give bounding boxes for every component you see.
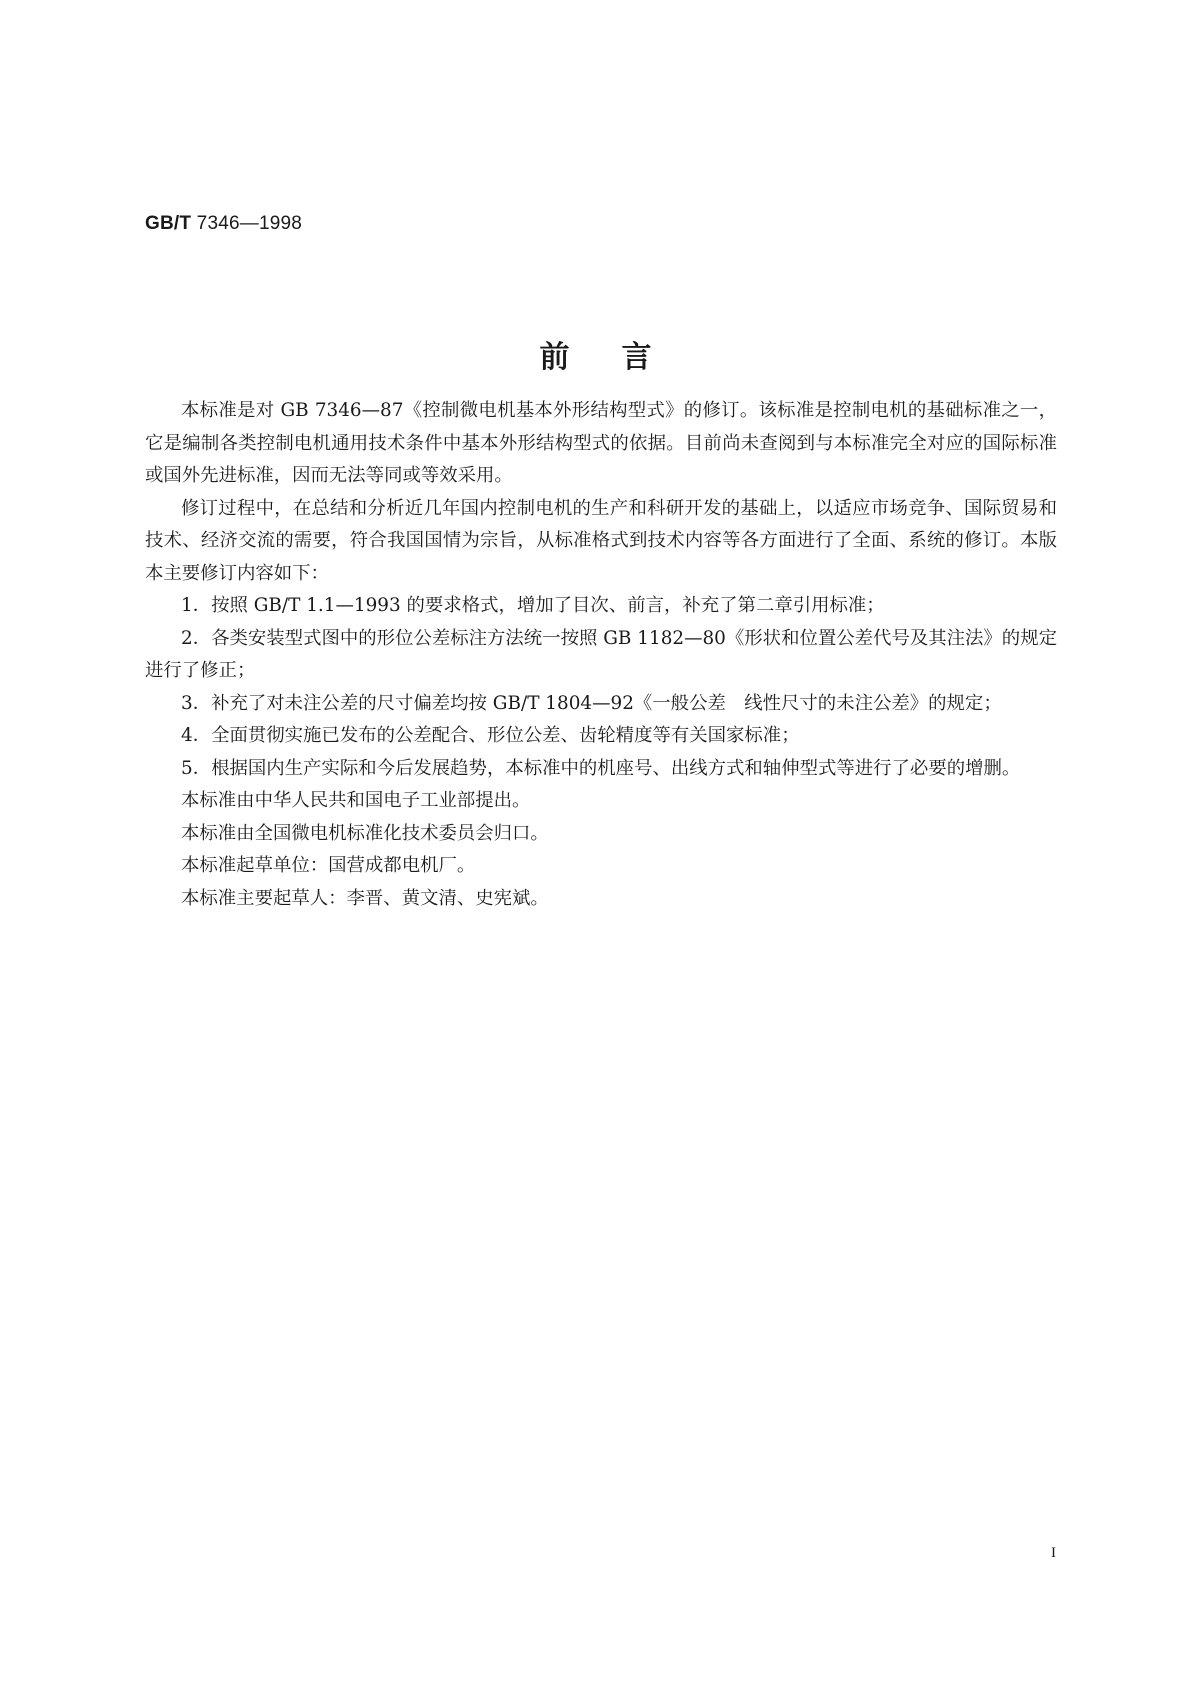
standard-prefix: GB/T [145,213,192,234]
list-item: 2．各类安装型式图中的形位公差标注方法统一按照 GB 1182—80《形状和位置公差代号及其注法》的规定进行了修正； [145,627,1057,681]
page-title: 前言 [539,340,704,375]
paragraph: 本标准是对 GB 7346—87《控制微电机基本外形结构型式》的修订。该标准是控制电机的基础标准之一，它是编制各类控制电机通用技术条件中基本外形结构型式的依据。目前尚未查阅到与本标准完全对应的国际标准或国外先进标准，因而无法等同或等效采用。 [145,400,1057,486]
paragraph: 本标准由中华人民共和国电子工业部提出。 [181,790,531,811]
page-number: I [1051,1545,1056,1561]
list-item: 1．按照 GB/T 1.1—1993 的要求格式，增加了目次、前言，补充了第二章引用标准； [181,595,885,616]
list-item: 4．全面贯彻实施已发布的公差配合、形位公差、齿轮精度等有关国家标准； [181,725,800,746]
paragraph: 本标准主要起草人：李晋、黄文清、史宪斌。 [181,887,549,909]
standard-code [145,213,302,235]
list-item: 5．根据国内生产实际和今后发展趋势，本标准中的机座号、出线方式和轴伸型式等进行了必要的增删。 [181,757,1021,779]
paragraph: 本标准起草单位：国营成都电机厂。 [181,855,476,876]
paragraph: 本标准由全国微电机标准化技术委员会归口。 [181,822,549,844]
standard-number: 7346—1998 [196,213,303,234]
paragraph: 修订过程中，在总结和分析近几年国内控制电机的生产和科研开发的基础上，以适应市场竞争、国际贸易和技术、经济交流的需要，符合我国国情为宗旨，从标准格式到技术内容等各方面进行了全面、系统的修订。本版本主要修订内容如下： [145,497,1057,584]
foreword-body [145,395,1057,915]
list-item: 3．补充了对未注公差的尺寸偏差均按 GB/T 1804—92《一般公差 线性尺寸的未注公差》的规定； [181,692,1002,714]
